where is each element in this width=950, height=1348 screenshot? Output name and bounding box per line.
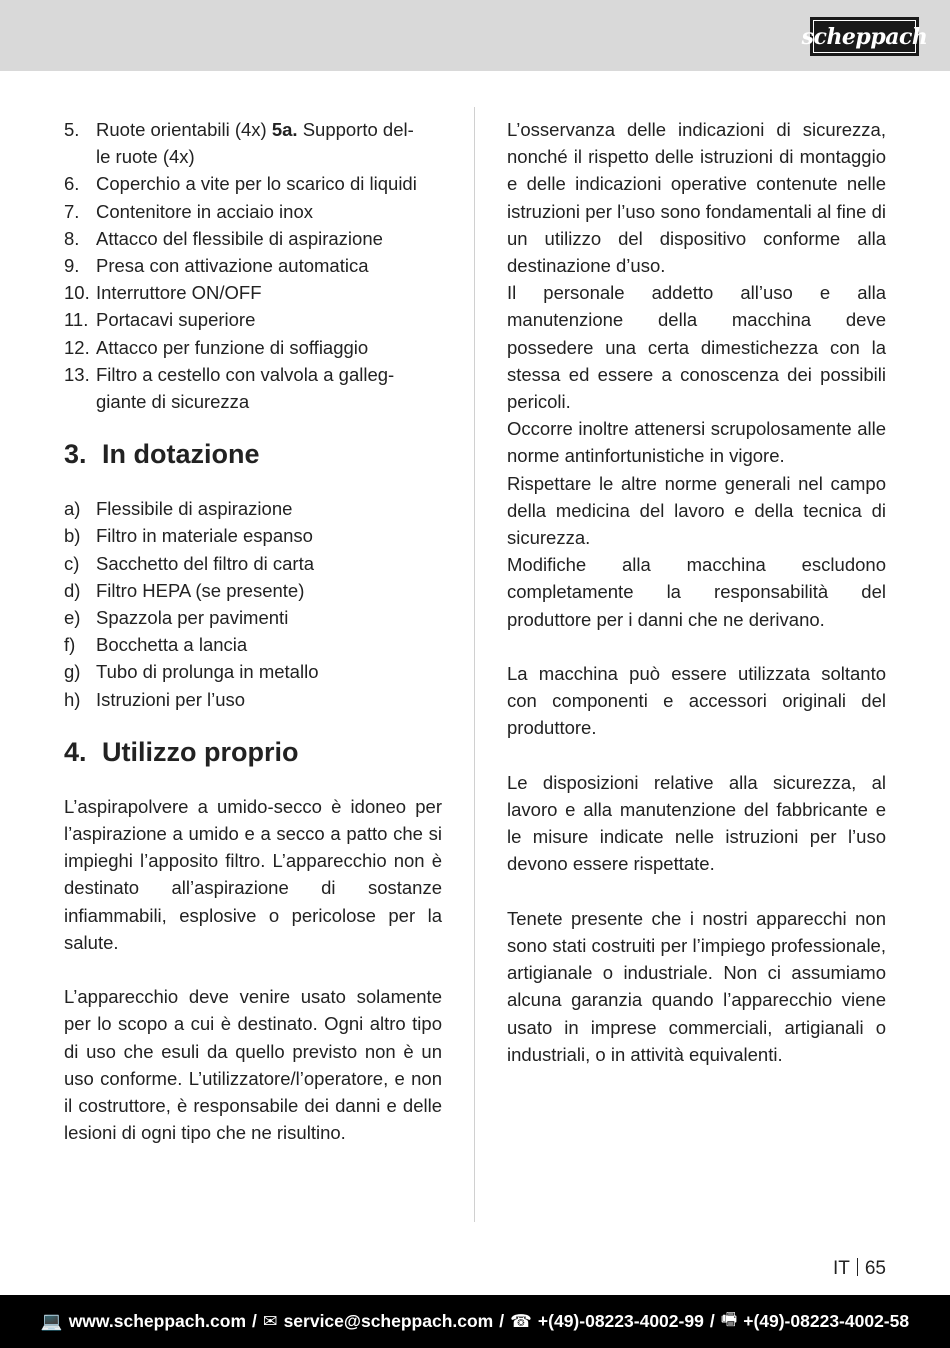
item-text: Attacco del flessibile di aspirazione	[96, 227, 383, 249]
item-text: Interruttore ON/OFF	[96, 282, 262, 304]
list-item	[64, 631, 442, 658]
item-text: Flessibile di aspirazione	[96, 498, 293, 520]
email-link[interactable]: service@scheppach.com	[283, 1311, 494, 1331]
footer-separator: /	[252, 1311, 257, 1331]
item-number: 5.	[64, 119, 80, 140]
safety-paragraph: La macchina può essere utilizzata soltanto con componenti e accessori originali del produttore.	[507, 663, 886, 739]
item-text: Portacavi superiore	[96, 309, 256, 331]
footer-separator: /	[709, 1311, 715, 1331]
safety-paragraph: Rispettare le altre norme generali nel campo della medicina del lavoro e della tecnica di sicurezza.	[507, 472, 886, 549]
column-divider	[474, 107, 475, 1222]
item-letter: a)	[64, 498, 81, 520]
list-item	[64, 495, 442, 522]
list-item	[64, 225, 442, 252]
list-item	[64, 334, 442, 361]
list-item	[64, 550, 442, 577]
item-text-part: Supporto del-	[297, 119, 414, 140]
supply-list	[64, 495, 442, 713]
page-header	[0, 0, 950, 71]
page-number-value: 65	[864, 1258, 886, 1279]
item-text-cont: le ruote (4x)	[96, 146, 195, 168]
item-text-part: Filtro a cestello con valvola a galleg-	[96, 363, 395, 385]
list-item	[64, 306, 442, 333]
section-title: Utilizzo proprio	[102, 736, 299, 767]
item-number: 7.	[64, 200, 80, 222]
list-item	[64, 198, 442, 225]
section-number: 4.	[64, 736, 87, 767]
item-text: Tubo di prolunga in metallo	[96, 661, 319, 683]
item-text: Attacco per funzione di soffiaggio	[96, 336, 369, 358]
item-letter: f)	[64, 634, 76, 656]
section-number: 3.	[64, 439, 87, 470]
item-number: 11.	[64, 309, 89, 331]
item-number: 12.	[64, 336, 90, 358]
safety-paragraph: L’osservanza delle indicazioni di sicurezza, nonché il rispetto delle istruzioni di montaggio e delle indicazioni operative contenute nelle istruzioni per l’uso sono fondamentali al fine di un utilizzo del dispositivo conforme alla destinazione d’uso.	[507, 119, 886, 277]
item-number: 13.	[64, 363, 90, 385]
language-code: IT	[832, 1258, 850, 1279]
item-text-cont: giante di sicurezza	[96, 391, 250, 413]
safety-paragraph: Occorre inoltre attenersi scrupolosamente alle norme antinfortunistiche in vigore.	[507, 418, 886, 467]
item-text: Filtro in materiale espanso	[96, 525, 313, 547]
list-item	[64, 604, 442, 631]
item-text: Istruzioni per l’uso	[96, 688, 246, 710]
list-item	[64, 116, 442, 170]
item-letter: h)	[64, 688, 81, 710]
item-text: Contenitore in acciaio inox	[96, 200, 313, 222]
page-separator	[857, 1258, 858, 1276]
telephone-icon: ☎	[510, 1311, 532, 1331]
item-number: 8.	[64, 227, 80, 249]
item-text: Coperchio a vite per lo scarico di liquidi	[96, 173, 417, 195]
envelope-icon: ✉	[262, 1311, 278, 1331]
website-link[interactable]: www.scheppach.com	[68, 1311, 247, 1331]
safety-paragraph: Tenete presente che i nostri apparecchi non sono stati costruiti per l’impiego professionale, artigianale o industriale. Non ci assumiamo alcuna garanzia quando l’apparecchio viene usato in imprese commerciali, artigianali o industriali, o in attività equivalenti.	[507, 907, 886, 1065]
safety-paragraph: Le disposizioni relative alla sicurezza, al lavoro e alla manutenzione del fabbricante e le misure indicate nelle istruzioni per l’uso devono essere rispettate.	[507, 771, 886, 875]
fax-number: +(49)-08223-4002-58	[743, 1311, 910, 1331]
item-letter: g)	[64, 661, 81, 683]
item-text: Bocchetta a lancia	[96, 634, 248, 656]
item-letter: b)	[64, 525, 81, 547]
list-item	[64, 170, 442, 197]
item-number: 9.	[64, 255, 80, 277]
section-heading-3	[64, 438, 442, 470]
item-text-part: Ruote orientabili (4x)	[96, 119, 272, 140]
item-text: Spazzola per pavimenti	[96, 607, 289, 629]
item-text: Sacchetto del filtro di carta	[96, 552, 314, 574]
item-number: 6.	[64, 173, 80, 195]
scheppach-logo: scheppach	[810, 17, 919, 56]
list-item	[64, 577, 442, 604]
safety-paragraph: Il personale addetto all’uso e alla manutenzione della macchina deve possedere una certa dimestichezza con la stessa ed essere a conoscenza dei possibili pericoli.	[507, 282, 886, 413]
intended-use-paragraph: L’apparecchio deve venire usato solamente per lo scopo a cui è destinato. Ogni altro tipo di uso che esuli da quello previsto non è un uso conforme. L’utilizzatore/l’operatore, e non il costruttore, è responsabile dei danni e delle lesioni di ogni tipo che ne risultino.	[64, 986, 442, 1144]
item-bold-ref: 5a.	[271, 119, 298, 140]
item-text	[96, 361, 442, 415]
list-item	[64, 252, 442, 279]
safety-paragraph: Modifiche alla macchina escludono completamente la responsabilità del produttore per i danni che ne derivano.	[507, 554, 886, 630]
section-title: In dotazione	[102, 439, 260, 470]
list-item	[64, 279, 442, 306]
list-item	[64, 522, 442, 549]
computer-icon: 💻	[40, 1311, 63, 1331]
section-heading-4	[64, 736, 442, 768]
left-column	[64, 116, 442, 1146]
item-text: Presa con attivazione automatica	[96, 255, 369, 277]
list-item	[64, 686, 442, 713]
parts-list	[64, 116, 442, 415]
list-item	[64, 658, 442, 685]
page-number	[833, 1255, 886, 1282]
phone-number: +(49)-08223-4002-99	[537, 1311, 704, 1331]
item-letter: c)	[64, 552, 80, 574]
item-text: Filtro HEPA (se presente)	[96, 579, 305, 601]
item-letter: e)	[64, 607, 81, 629]
page-footer	[0, 1295, 950, 1348]
right-column	[507, 116, 886, 1068]
list-item	[64, 361, 442, 415]
fax-icon: 🖷	[720, 1308, 738, 1329]
intended-use-paragraph: L’aspirapolvere a umido-secco è idoneo per l’aspirazione a umido e a secco a patto che si impieghi l’apposito filtro. L’apparecchio non è destinato all’aspirazione di sostanze infiammabili, esplosive o pericolose per la salute.	[64, 795, 442, 953]
footer-separator: /	[499, 1311, 505, 1331]
item-text	[96, 116, 442, 170]
item-letter: d)	[64, 579, 81, 601]
item-number: 10.	[64, 282, 90, 304]
